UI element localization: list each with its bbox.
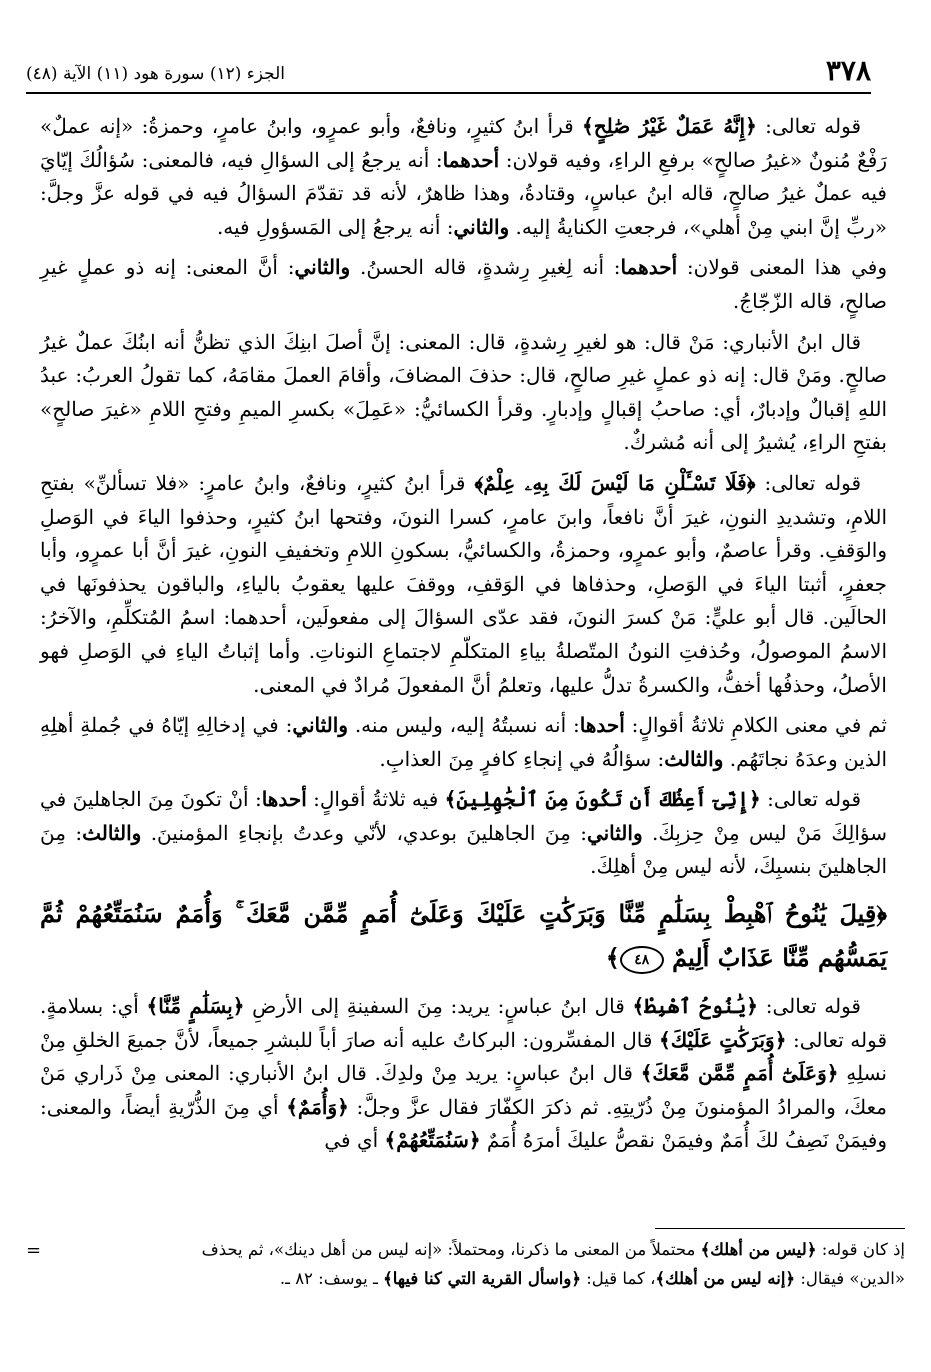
ayah-number-marker: ٤٨: [620, 946, 664, 974]
quran-quote: ﴿إِنِّىٓ أَعِظُكَ أَن تَكُونَ مِنَ ٱلْجَٰهِلِينَ﴾: [444, 787, 761, 812]
bold-term: والثالث: [664, 746, 724, 771]
paragraph-1: [40, 110, 887, 244]
quran-quote: ﴿بِسَلَٰمٍ مِّنَّا﴾: [146, 994, 245, 1019]
text: إذ كان قوله:: [816, 1240, 905, 1259]
bold-term: والثاني: [294, 255, 351, 280]
bold-term: أحدهما: [620, 255, 678, 280]
text: محتملاً من المعنى ما ذكرنا، ومحتملاً: «إنه ليس من أهل دينك»، ثم يحذف: [201, 1240, 701, 1259]
page-body: [40, 110, 887, 1165]
quran-quote: ﴿واسأل القرية التي كنا فيها﴾: [383, 1269, 581, 1288]
footnote-continuation-marker: =: [26, 1240, 42, 1261]
bold-term: والثالث: [82, 820, 142, 845]
text: : أنه يرجعُ إلى المَسؤولِ فيه.: [216, 214, 454, 239]
verse-text: ﴿قِيلَ يَٰنُوحُ ٱهْبِطْ بِسَلَٰمٍ مِّنَّا وَبَرَكَٰتٍ عَلَيْكَ وَعَلَىٰٓ أُمَمٍ مِّمَّن مَّعَكَ ۚ وَأُمَمٌ سَنُمَتِّعُهُمْ ثُمَّ يَمَسُّهُم مِّنَّا عَذَابٌ أَلِيمٌ: [40, 899, 887, 973]
paragraph-6: [40, 783, 887, 884]
text: أي: بسلامةٍ. قوله تعالى:: [40, 994, 888, 1052]
quran-quote: ﴿وَعَلَىٰٓ أُمَمٍ مِّمَّن مَّعَكَ﴾: [640, 1061, 839, 1086]
footnote-line-2: [26, 1264, 905, 1293]
bold-term: أحدها: [261, 787, 307, 812]
bold-term: أحدهما: [442, 147, 500, 172]
text: : أنه لِغيرِ رِشدةٍ، قاله الحسنُ.: [350, 255, 621, 280]
bold-term: أحدها: [579, 713, 625, 738]
paragraph-3: [40, 326, 887, 460]
footnotes: [26, 1228, 905, 1293]
bold-term: والثاني: [586, 820, 643, 845]
quran-quote: ﴿سَنُمَتِّعُهُمْ﴾: [384, 1128, 481, 1153]
paragraph-7: [40, 990, 887, 1158]
text: ـ يوسف: ٨٢ ـ.: [279, 1269, 384, 1288]
quran-quote: ﴿إنه ليس من أهلك﴾: [655, 1269, 796, 1288]
text: قرأ ابنُ كثيرٍ، ونافعٌ، وابنُ عامرٍ: «فلا تسألنِّ» بفتحِ اللامِ، وتشديدِ النونِ، غيرَ أنَّ نافعاً، وابنَ عامرٍ، كسرا النونَ، وفتحها ابنُ كثيرٍ، وحذفوا الياءَ في الوَصلِ والوَقفِ. وقرأ عاصمٌ، وأبو عمرٍو، وحمزةُ، والكسائيُّ، بسكونِ اللامِ وتخفيفِ النونِ، غيرَ أنَّ أبا عمرٍو، وأبا جعفرٍ، أثبتا الياءَ في الوَصلِ، وحذفاها في الوَقفِ، ووقفَ عليها يعقوبُ بالياءِ، والباقون يحذفونَها في الحالَين. قال أبو عليٍّ: مَنْ كسرَ النونَ، فقد عدّى السؤالَ إلى مفعولَين، أحدهما: اسمُ المُتكلِّمِ، والآخرُ: الاسمُ الموصولُ، وحُذفتِ النونُ المتّصلةُ بياءِ المتكلّمِ لاجتماعِ النوناتِ. وأما إثباتُ الياءِ في الوَصلِ فهو الأصلُ، وحذفُها أخفُّ، والكسرةُ تدلُّ عليها، وتعلمُ أنَّ المفعولَ مُرادٌ في المعنى.: [40, 470, 887, 697]
page-number: ٣٧٨: [825, 54, 871, 87]
text: قوله تعالى:: [758, 994, 861, 1019]
running-head: الجزء (١٢) سورة هود (١١) الآية (٤٨): [26, 64, 286, 84]
text: قوله تعالى:: [756, 114, 861, 138]
text: أي في: [324, 1128, 385, 1153]
quran-quote: ﴿وَأُمَمٌ﴾: [286, 1094, 349, 1119]
text: ثم في معنى الكلامِ ثلاثةُ أقوالٍ:: [624, 713, 887, 738]
text: قوله تعالى:: [760, 787, 862, 812]
text: قال ابنُ عباسٍ: يريد مِنْ ولدِكَ. قال ابنُ الأنباري: المعنى مِنْ ذَراري مَنْ معكَ، والمرادُ المؤمنونَ مِنْ ذُرّيتِهِ. ثم ذكرَ الكفّارَ فقال عزَّ وجلَّ:: [40, 1061, 887, 1119]
page-header: [26, 54, 871, 94]
text: قرأ ابنُ كثيرٍ، ونافعٌ، وأبو عمرٍو، وابنُ عامرٍ، وحمزةُ: «إنه عملٌ» رَفْعٌ مُنونٌ «غيرُ صالحٍ» برفعِ الراءِ، وفيه قولان:: [40, 114, 887, 172]
paragraph-2: [40, 251, 887, 318]
text: قال المفسِّرون: البركاتُ عليه أنه صارَ أباً للبشرِ جميعاً، لأنَّ جميعَ الخلقِ مِنْ نسلِهِ: [40, 1027, 887, 1086]
quran-quote: ﴿يَٰنُوحُ ٱهْبِطْ﴾: [632, 994, 759, 1019]
text: : مِنَ الجاهلينَ بنسبِكَ، لأنه ليس مِنْ أهلِكَ.: [40, 820, 887, 879]
text: أي مِنَ الذُّرّيةِ أيضاً، والمعنى: وفيمَنْ نَصِفُ لكَ أُمَمٌ وفيمَنْ نقصُّ عليكَ أمرَهُ أُمَمٌ: [40, 1094, 887, 1153]
text: وفي هذا المعنى قولان:: [677, 255, 888, 280]
quran-quote: ﴿إِنَّهُ عَمَلٌ غَيْرُ صَٰلِحٍ﴾: [582, 114, 757, 138]
text: : سؤالُهُ في إنجاءِ كافرٍ مِنَ العذابِ.: [379, 746, 665, 771]
quran-quote: ﴿ليس من أهلك﴾: [700, 1240, 817, 1259]
text: : أنْ تكونَ مِنَ الجاهلينَ في سؤالِكَ مَنْ ليس مِنْ حِزبِكَ.: [40, 787, 887, 845]
text: : أنه يرجعُ إلى السؤالِ فيه، فالمعنى: سُؤالُكَ إيّايَ فيه عملٌ غيرُ صالحٍ، قاله ابنُ عباسٍ، وقتادةُ، وهذا ظاهرٌ، لأنه قد تقدّمَ السؤالُ فيه في قوله عزَّ وجلَّ: «ربِّ إنَّ ابني مِنْ أهلي»، فرجعتِ الكنايةُ إليه.: [40, 147, 887, 239]
bold-term: والثاني: [292, 713, 348, 738]
text: قوله تعالى:: [755, 470, 862, 495]
quran-verse: [40, 892, 887, 980]
text: : مِنَ الجاهلينَ بوعدي، لأنّي وعدتُ بإنجاءِ المؤمنينَ.: [141, 820, 587, 845]
quran-quote: ﴿وَبَرَكَٰتٍ عَلَيْكَ﴾: [658, 1027, 787, 1052]
text: : أنه نسبتُهُ إليه، وليس منه.: [348, 713, 580, 738]
text: ، كما قيل:: [581, 1269, 656, 1288]
text: قال ابنُ عباسٍ: يريد: مِنَ السفينةِ إلى الأرضِ: [244, 994, 633, 1019]
paragraph-5: [40, 709, 887, 776]
quran-quote: ﴿فَلَا تَسْـَٔلْنِ مَا لَيْسَ لَكَ بِهِۦ عِلْمٌ﴾: [474, 470, 756, 495]
footnote-rule: [655, 1228, 905, 1229]
footnote-line-1: [26, 1235, 905, 1264]
text: فيه ثلاثةُ أقوالٍ:: [306, 787, 445, 812]
verse-close-bracket: ﴾: [605, 943, 620, 973]
text: : أنَّ المعنى: إنه ذو عملٍ غيرِ صالحٍ، قاله الزّجّاجُ.: [40, 255, 887, 313]
text: «الدين» فيقال:: [795, 1269, 905, 1288]
text: قال ابنُ الأنباري: مَنْ قال: هو لغيرِ رِشدةٍ، قال: المعنى: إنَّ أصلَ ابنِكَ الذي تظنُّ أنه ابنُكَ عملٌ غيرُ صالحٍ. ومَنْ قال: إنه ذو عملٍ غيرِ صالحٍ، قال: حذفَ المضافَ، وأقامَ العملَ مقامَهُ، كما تقولُ العربُ: عبدُ اللهِ إقبالٌ وإدبارٌ، أي: صاحبُ إقبالٍ وإدبارٍ. وقرأ الكسائيُّ: «عَمِلَ» بكسرِ الميمِ وفتحِ اللامِ «غيرَ صالحٍ» بفتحِ الراءِ، يُشيرُ إلى أنه مُشركٌ.: [40, 329, 887, 455]
paragraph-4: [40, 467, 887, 702]
text: : في إدخالِهِ إيّاهُ في جُملةِ أهلِهِ الذين وعدَهُ نجاتَهُم.: [40, 713, 887, 771]
bold-term: والثاني: [453, 214, 510, 239]
